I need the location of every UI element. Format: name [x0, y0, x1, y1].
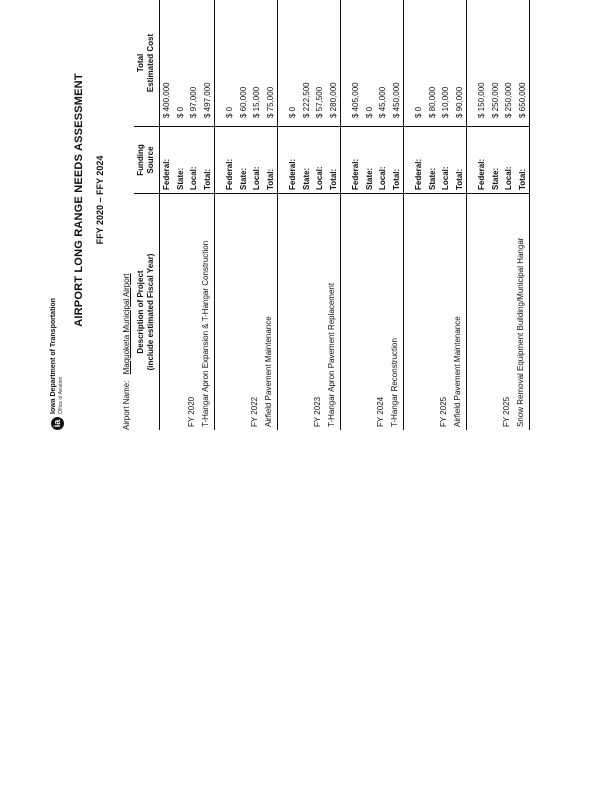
estimated-cost-cell: $ 400,000	[160, 0, 174, 127]
funding-source-cell: Total:	[327, 127, 341, 194]
estimated-cost-cell: $ 0	[223, 0, 237, 127]
funding-source-cell: Total:	[390, 127, 404, 194]
estimated-cost-cell: $ 0	[174, 0, 188, 127]
table-row	[250, 0, 264, 430]
column-header-funding-source	[134, 127, 160, 194]
funding-source-cell: State:	[489, 127, 503, 194]
project-fiscal-year: FY 2023	[313, 396, 322, 427]
table-row	[376, 0, 390, 430]
estimated-cost-cell: $ 57,500	[313, 0, 327, 127]
airport-name-label: Airport Name:	[122, 380, 131, 430]
table-row	[160, 0, 174, 430]
funding-source-cell: Local:	[376, 127, 390, 194]
funding-source-cell: Total:	[264, 127, 278, 194]
column-header-cost-text: Total Estimated Cost	[136, 33, 155, 93]
table-row	[475, 0, 489, 430]
project-description-cell	[160, 194, 174, 431]
funding-source-cell: Local:	[250, 127, 264, 194]
project-fiscal-year: FY 2025	[502, 396, 511, 427]
project-description-cell	[376, 194, 390, 431]
spacer-cell	[341, 127, 350, 194]
spacer-cell	[404, 127, 413, 194]
table-header-row	[134, 0, 160, 430]
spacer-cell	[341, 194, 350, 431]
estimated-cost-cell: $ 75,000	[264, 0, 278, 127]
project-description-cell	[426, 194, 440, 431]
project-description-cell	[439, 194, 453, 431]
project-description-cell	[390, 194, 404, 431]
table-row	[426, 0, 440, 430]
agency-header	[48, 298, 66, 430]
estimated-cost-cell: $ 0	[286, 0, 300, 127]
table-row	[223, 0, 237, 430]
spacer-cell	[341, 0, 350, 127]
spacer-cell	[467, 194, 476, 431]
project-description: T-Hangar Apron Pavement Replacement	[326, 282, 336, 427]
estimated-cost-cell: $ 45,000	[376, 0, 390, 127]
project-description-cell	[237, 194, 251, 431]
estimated-cost-cell: $ 150,000	[475, 0, 489, 127]
agency-subtitle: Office of Aviation	[58, 376, 64, 414]
project-description-cell	[475, 194, 489, 431]
funding-source-cell: State:	[174, 127, 188, 194]
project-description-cell	[174, 194, 188, 431]
group-spacer-row	[278, 0, 287, 430]
project-fiscal-year: FY 2020	[187, 396, 196, 427]
table-row	[187, 0, 201, 430]
funding-source-cell: Federal:	[160, 127, 174, 194]
funding-source-cell: Total:	[453, 127, 467, 194]
project-description-cell	[327, 194, 341, 431]
project-description: Airfield Pavement Maintenance	[452, 316, 462, 427]
table-row	[412, 0, 426, 430]
project-description-cell	[201, 194, 215, 431]
table-row	[439, 0, 453, 430]
funding-source-cell: Total:	[516, 127, 530, 194]
table-row	[489, 0, 503, 430]
project-description: T-Hangar Reconstruction	[389, 338, 399, 427]
project-description-cell	[412, 194, 426, 431]
project-description-cell	[300, 194, 314, 431]
project-fiscal-year: FY 2024	[376, 396, 385, 427]
spacer-cell	[467, 0, 476, 127]
funding-source-cell: Local:	[313, 127, 327, 194]
column-header-total-cost	[134, 0, 160, 127]
project-description-cell	[187, 194, 201, 431]
table-row	[201, 0, 215, 430]
group-spacer-row	[341, 0, 350, 430]
estimated-cost-cell: $ 97,000	[187, 0, 201, 127]
group-spacer-row	[467, 0, 476, 430]
table-row	[390, 0, 404, 430]
spacer-cell	[467, 127, 476, 194]
estimated-cost-cell: $ 405,000	[349, 0, 363, 127]
table-row	[237, 0, 251, 430]
spacer-cell	[215, 0, 224, 127]
funding-source-cell: State:	[426, 127, 440, 194]
estimated-cost-cell: $ 450,000	[390, 0, 404, 127]
funding-source-cell: Federal:	[286, 127, 300, 194]
rotated-assessment-sheet	[48, 0, 558, 430]
estimated-cost-cell: $ 10,000	[439, 0, 453, 127]
spacer-cell	[278, 127, 287, 194]
spacer-cell	[404, 0, 413, 127]
project-description-cell	[516, 194, 530, 431]
iowa-dot-logo-icon: ia	[51, 417, 64, 430]
document-title: AIRPORT LONG RANGE NEEDS ASSESSMENT	[73, 73, 85, 327]
table-row	[286, 0, 300, 430]
funding-source-cell: Local:	[502, 127, 516, 194]
airport-name-value: Maquoketa Municipal Airport	[122, 273, 131, 375]
agency-name: Iowa Department of Transportation	[50, 298, 57, 414]
table-row	[264, 0, 278, 430]
funding-source-cell: Total:	[201, 127, 215, 194]
funding-source-cell: Federal:	[412, 127, 426, 194]
document-subtitle: FFY 2020 – FFY 2024	[95, 155, 105, 245]
project-description-cell	[453, 194, 467, 431]
table-row	[313, 0, 327, 430]
funding-source-cell: Federal:	[223, 127, 237, 194]
funding-source-cell: State:	[363, 127, 377, 194]
project-description-cell	[313, 194, 327, 431]
table-row	[349, 0, 363, 430]
estimated-cost-cell: $ 60,000	[237, 0, 251, 127]
project-description-cell	[489, 194, 503, 431]
column-header-description-text: Description of Project (include estimated Fiscal Year)	[136, 253, 155, 371]
funding-source-cell: State:	[237, 127, 251, 194]
project-description: T-Hangar Apron Expansion & T-Hangar Construction	[200, 240, 210, 427]
project-fiscal-year: FY 2022	[250, 396, 259, 427]
table-row	[174, 0, 188, 430]
table-row	[300, 0, 314, 430]
spacer-cell	[278, 194, 287, 431]
funding-source-cell: State:	[300, 127, 314, 194]
group-spacer-row	[404, 0, 413, 430]
estimated-cost-cell: $ 497,000	[201, 0, 215, 127]
estimated-cost-cell: $ 250,000	[502, 0, 516, 127]
group-spacer-row	[215, 0, 224, 430]
estimated-cost-cell: $ 90,000	[453, 0, 467, 127]
table-row	[516, 0, 530, 430]
column-header-description	[134, 194, 160, 431]
needs-assessment-table	[134, 0, 530, 430]
project-description-cell	[264, 194, 278, 431]
funding-source-cell: Federal:	[475, 127, 489, 194]
spacer-cell	[278, 0, 287, 127]
table-row	[502, 0, 516, 430]
table-row	[363, 0, 377, 430]
project-fiscal-year: FY 2025	[439, 396, 448, 427]
project-description: Airfield Pavement Maintenance	[263, 316, 273, 427]
spacer-cell	[404, 194, 413, 431]
project-description: Snow Removal Equipment Building/Municipal Hangar	[515, 237, 525, 427]
estimated-cost-cell: $ 250,000	[489, 0, 503, 127]
table-row	[327, 0, 341, 430]
spacer-cell	[215, 127, 224, 194]
estimated-cost-cell: $ 222,500	[300, 0, 314, 127]
project-description-cell	[363, 194, 377, 431]
project-description-cell	[502, 194, 516, 431]
funding-source-cell: Local:	[187, 127, 201, 194]
column-header-funding-text: Funding Source	[136, 144, 155, 176]
project-description-cell	[349, 194, 363, 431]
airport-name-row	[122, 273, 131, 430]
table-body	[160, 0, 530, 430]
table-row	[453, 0, 467, 430]
estimated-cost-cell: $ 650,000	[516, 0, 530, 127]
estimated-cost-cell: $ 80,000	[426, 0, 440, 127]
funding-source-cell: Local:	[439, 127, 453, 194]
funding-source-cell: Federal:	[349, 127, 363, 194]
project-description-cell	[250, 194, 264, 431]
estimated-cost-cell: $ 15,000	[250, 0, 264, 127]
project-description-cell	[223, 194, 237, 431]
spacer-cell	[215, 194, 224, 431]
estimated-cost-cell: $ 0	[363, 0, 377, 127]
project-description-cell	[286, 194, 300, 431]
agency-block	[50, 298, 64, 414]
estimated-cost-cell: $ 0	[412, 0, 426, 127]
estimated-cost-cell: $ 280,000	[327, 0, 341, 127]
